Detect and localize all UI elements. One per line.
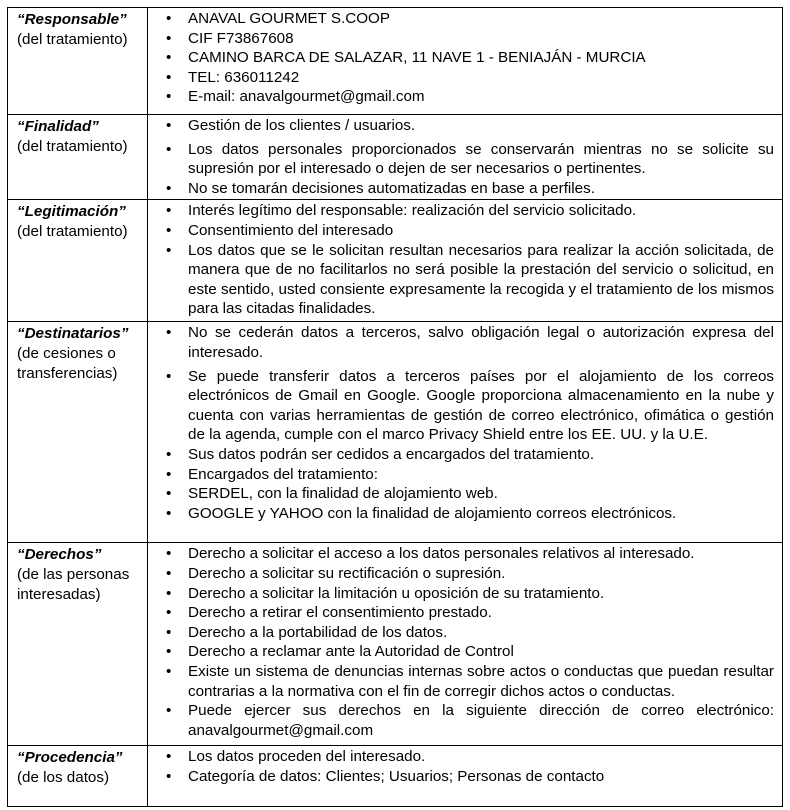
list-item: • Gestión de los clientes / usuarios. <box>166 116 774 136</box>
list-item: • Consentimiento del interesado <box>166 221 774 241</box>
list-item: • Encargados del tratamiento: <box>166 465 774 485</box>
row-procedencia <box>8 746 783 807</box>
list-item: • Los datos que se le solicitan resultan necesarios para realizar la acción solicitada, de manera que de no facilitarlos no será posible la prestación del servicio o solicitud, en este sentido, usted consiente expresamente la recogida y el tratamiento de los mismos para las citadas finalidades. <box>166 241 774 319</box>
row-subheading: (de cesiones o transferencias) <box>17 344 118 382</box>
row-label-cell <box>8 200 148 322</box>
list-item: • No se cederán datos a terceros, salvo obligación legal o autorización expresa del interesado. <box>166 323 774 362</box>
row-label-cell <box>8 322 148 543</box>
row-label-cell <box>8 115 148 200</box>
item-list <box>166 201 774 319</box>
row-content-cell <box>148 746 783 807</box>
row-heading: “Derechos” <box>17 546 102 564</box>
item-list <box>166 116 774 198</box>
row-subheading: (de las personas interesadas) <box>17 565 130 603</box>
row-content-cell <box>148 200 783 322</box>
row-subheading: (del tratamiento) <box>17 30 128 48</box>
row-content-cell <box>148 115 783 200</box>
item-list <box>166 544 774 740</box>
row-destinatarios <box>8 322 783 543</box>
list-item: • Derecho a retirar el consentimiento prestado. <box>166 603 774 623</box>
row-legitimacion <box>8 200 783 322</box>
list-item: • Derecho a solicitar su rectificación o supresión. <box>166 564 774 584</box>
row-content-cell <box>148 8 783 115</box>
list-item: • Derecho a la portabilidad de los datos. <box>166 623 774 643</box>
row-content-cell <box>148 543 783 746</box>
list-item: • No se tomarán decisiones automatizadas en base a perfiles. <box>166 179 774 199</box>
list-item: • GOOGLE y YAHOO con la finalidad de alojamiento correos electrónicos. <box>166 504 774 524</box>
list-item: • Interés legítimo del responsable: realización del servicio solicitado. <box>166 201 774 221</box>
list-item: • Derecho a reclamar ante la Autoridad de Control <box>166 642 774 662</box>
list-item: • Se puede transferir datos a terceros países por el alojamiento de los correos electrónicos de Gmail en Google. Google proporciona almacenamiento en la nube y cuenta con varias herramientas de gestión de correo electrónico, ofimática o gestión de la agenda, cumple con el marco Privacy Shield entre los EE. UU. y la U.E. <box>166 367 774 445</box>
row-responsable <box>8 8 783 115</box>
row-heading: “Finalidad” <box>17 118 99 135</box>
row-subheading: (del tratamiento) <box>17 222 128 240</box>
item-list <box>166 747 774 786</box>
row-content-cell <box>148 322 783 543</box>
list-item: • Derecho a solicitar el acceso a los datos personales relativos al interesado. <box>166 544 774 564</box>
list-item: • SERDEL, con la finalidad de alojamiento web. <box>166 484 774 504</box>
list-item: • Categoría de datos: Clientes; Usuarios; Personas de contacto <box>166 767 774 787</box>
row-subheading: (de los datos) <box>17 768 110 786</box>
list-item: • Los datos proceden del interesado. <box>166 747 774 767</box>
row-heading: “Legitimación” <box>17 203 126 221</box>
row-heading: “Procedencia” <box>17 749 123 767</box>
row-label-cell <box>8 746 148 807</box>
row-label-cell <box>8 8 148 115</box>
list-item: • Los datos personales proporcionados se conservarán mientras no se solicite su supresión por el interesado o dejen de ser necesarios o pertinentes. <box>166 140 774 179</box>
row-heading: “Responsable” <box>17 11 127 28</box>
row-heading: “Destinatarios” <box>17 325 129 343</box>
row-derechos <box>8 543 783 746</box>
row-subheading: (del tratamiento) <box>17 137 128 155</box>
list-item: • CIF F73867608 <box>166 29 774 49</box>
list-item: • CAMINO BARCA DE SALAZAR, 11 NAVE 1 - BENIAJÁN - MURCIA <box>166 48 774 68</box>
row-label-cell <box>8 543 148 746</box>
list-item: • Existe un sistema de denuncias internas sobre actos o conductas que puedan resultar contrarias a la normativa con el fin de corregir dichos actos o conductas. <box>166 662 774 701</box>
item-list <box>166 9 774 107</box>
item-list <box>166 323 774 523</box>
privacy-info-table <box>7 7 783 807</box>
list-item: • Derecho a solicitar la limitación u oposición de su tratamiento. <box>166 584 774 604</box>
row-finalidad <box>8 115 783 200</box>
list-item: • Puede ejercer sus derechos en la siguiente dirección de correo electrónico: anavalgourmet@gmail.com <box>166 701 774 740</box>
list-item: • ANAVAL GOURMET S.COOP <box>166 9 774 29</box>
list-item: • E-mail: anavalgourmet@gmail.com <box>166 87 774 107</box>
list-item: • TEL: 636011242 <box>166 68 774 88</box>
list-item: • Sus datos podrán ser cedidos a encargados del tratamiento. <box>166 445 774 465</box>
